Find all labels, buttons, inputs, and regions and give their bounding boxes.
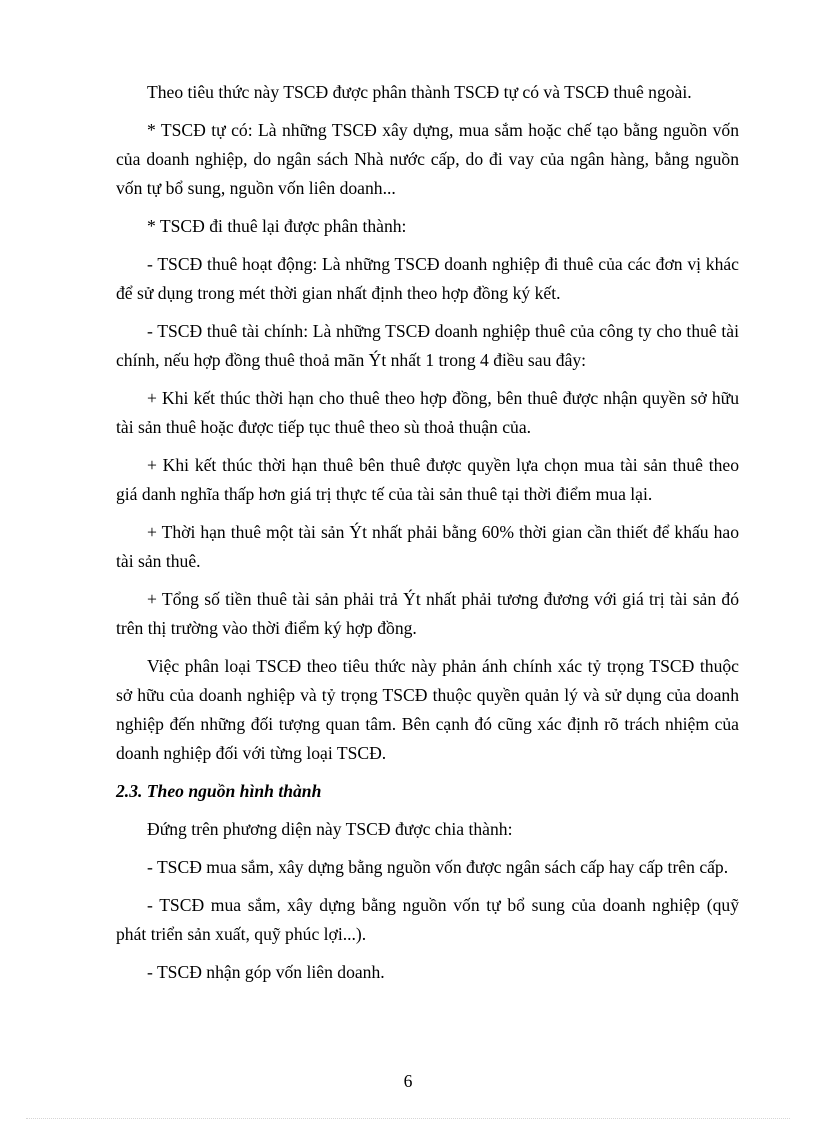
paragraph: Đứng trên phương diện này TSCĐ được chia thành:	[147, 819, 513, 839]
section-heading: 2.3. Theo nguồn hình thành	[116, 781, 322, 801]
paragraph: - TSCĐ thuê tài chính: Là những TSCĐ doanh nghiệp thuê của công ty cho thuê tài chính, nếu hợp đồng thuê thoả mãn Ýt nhất 1 trong 4 điều sau đây:	[116, 321, 739, 370]
paragraph: + Tổng số tiền thuê tài sản phải trả Ýt nhất phải tương đương với giá trị tài sản đó trên thị trường vào thời điểm ký hợp đồng.	[116, 589, 739, 638]
paragraph: Việc phân loại TSCĐ theo tiêu thức này phản ánh chính xác tỷ trọng TSCĐ thuộc sở hữu của doanh nghiệp và tỷ trọng TSCĐ thuộc quyền quản lý và sử dụng của doanh nghiệp đến những đối tượng quan tâm. Bên cạnh đó cũng xác định rõ trách nhiệm của doanh nghiệp đối với từng loại TSCĐ.	[116, 656, 739, 763]
page-bottom-divider	[26, 1118, 790, 1119]
paragraph: - TSCĐ thuê hoạt động: Là những TSCĐ doanh nghiệp đi thuê của các đơn vị khác để sử dụng trong mét thời gian nhất định theo hợp đồng ký kết.	[116, 254, 739, 303]
paragraph: - TSCĐ mua sắm, xây dựng bằng nguồn vốn được ngân sách cấp hay cấp trên cấp.	[147, 857, 729, 877]
paragraph: + Thời hạn thuê một tài sản Ýt nhất phải bằng 60% thời gian cần thiết để khấu hao tài sản thuê.	[116, 522, 739, 571]
paragraph: - TSCĐ mua sắm, xây dựng bằng nguồn vốn tự bổ sung của doanh nghiệp (quỹ phát triển sản xuất, quỹ phúc lợi...).	[116, 895, 739, 944]
paragraph: * TSCĐ đi thuê lại được phân thành:	[147, 216, 407, 236]
paragraph: + Khi kết thúc thời hạn thuê bên thuê được quyền lựa chọn mua tài sản thuê theo giá danh nghĩa thấp hơn giá trị thực tế của tài sản thuê tại thời điểm mua lại.	[116, 455, 739, 504]
page-number: 6	[403, 1071, 413, 1091]
paragraph: Theo tiêu thức này TSCĐ được phân thành TSCĐ tự có và TSCĐ thuê ngoài.	[147, 82, 692, 102]
paragraph: * TSCĐ tự có: Là những TSCĐ xây dựng, mua sắm hoặc chế tạo bằng nguồn vốn của doanh nghiệp, do ngân sách Nhà nước cấp, do đi vay của ngân hàng, bằng nguồn vốn tự bổ sung, nguồn vốn liên doanh...	[116, 120, 739, 198]
page-content	[116, 78, 739, 996]
paragraph: - TSCĐ nhận góp vốn liên doanh.	[147, 962, 385, 982]
paragraph: + Khi kết thúc thời hạn cho thuê theo hợp đồng, bên thuê được nhận quyền sở hữu tài sản thuê hoặc được tiếp tục thuê theo sù thoả thuận của.	[116, 388, 739, 437]
